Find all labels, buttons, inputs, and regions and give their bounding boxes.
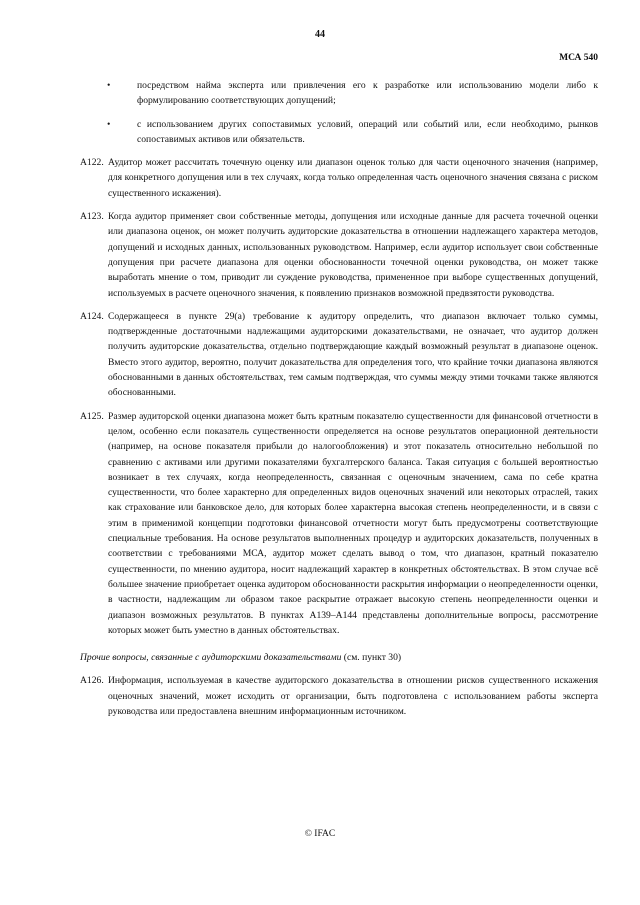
paragraph-number: A123. [80,211,104,223]
bullet-marker: • [107,80,111,91]
page-content [80,78,598,727]
paragraph-text: Когда аудитор применяет свои собственные методы, допущения или исходные данные для расчета точечной оценки или диапазона оценок, он может получить аудиторские доказательства в отношении надлежащего характера методов, допущений и исходных данных, использованных руководством. Например, если аудитор использует свои собственные допущения при расчете диапазона для оценки обоснованности точечной оценки руководства, он может также выработать мнение о том, приводит ли суждение руководства, примененное при выборе существенных допущений, используемых в расчете оценочного значения, к появлению признаков возможной предвзятости руководства. [108,211,598,299]
page-number: 44 [315,29,325,40]
subheading-title: Прочие вопросы, связанные с аудиторскими доказательствами [80,652,342,664]
paragraph-text: Содержащееся в пункте 29(а) требование к аудитору определить, что диапазон включает только суммы, подтвержденные достаточными надлежащими аудиторскими доказательствами, не означает, что аудитор должен получить аудиторские доказательства, отдельно подтверждающие каждый возможный результат в диапазоне оценок. Вместо этого аудитор, вероятно, получит доказательства для определения того, что крайние точки диапазона являются обоснованными в данных обстоятельствах, тем самым подтверждая, что суммы между этими точками также являются обоснованными. [108,310,598,399]
paragraph-text: Информация, используемая в качестве аудиторского доказательства в отношении рисков существенного искажения оценочных значений, может исходить от организации, быть подготовлена с использованием работы эксперта руководства или предоставлена внешним информационным источником. [108,675,598,717]
paragraph-text: Размер аудиторской оценки диапазона может быть кратным показателю существенности для финансовой отчетности в целом, особенно если показатель существенности определяется на основе результатов операционной деятельности (например, на основе показателя прибыли до налогообложения) и этот показатель относительно небольшой по сравнению с активами или другими показателями бухгалтерского баланса. Такая ситуация с большей вероятностью возникает в тех случаях, когда неопределенность, связанная с оценочным значением, сама по себе кратна существенности, что более характерно для определенных видов оценочных значений или некоторых отраслей, таких как страхование или банковское дело, для которых более характерна высокая степень неопределенности, и в связи с этим в применимой концепции подготовки финансовой отчетности могут быть предусмотрены соответствующие специальные требования. На основе результатов выполненных процедур и аудиторских доказательств, полученных в соответствии с требованиями МСА, аудитор может сделать вывод о том, что диапазон, кратный показателю существенности, по мнению аудитора, носит надлежащий характер в конкретных обстоятельствах. В этом случае всё большее значение приобретает оценка аудитором обоснованности раскрытия информации о неопределенности оценки, в частности, надлежащим ли образом такое раскрытие отражает высокую степень неопределенности оценки и диапазон возможных результатов. В пунктах A139–A144 представлены дополнительные вопросы, рассмотрение которых может быть уместно в данных обстоятельствах. [108,410,598,636]
standard-code: МСА 540 [559,53,598,63]
paragraph-number: A125. [80,410,104,422]
paragraph-number: A126. [80,675,104,687]
bullet-text: с использованием других сопоставимых условий, операций или событий или, если необходимо, рынков сопоставимых активов или обязательств. [137,118,598,145]
paragraph-number: A124. [80,310,104,322]
copyright-footer: © IFAC [304,829,336,839]
paragraph-a126 [80,673,598,719]
paragraph-a123 [80,209,598,301]
section-subheading [80,650,598,665]
paragraph-a122 [80,155,598,201]
bullet-item [80,78,598,109]
paragraph-text: Аудитор может рассчитать точечную оценку или диапазон оценок только для части оценочного значения (например, для конкретного допущения или в тех случаях, когда только определенная часть оценочного значения связана с риском существенного искажения). [108,157,598,199]
subheading-reference: (см. пункт 30) [341,652,402,664]
bullet-text: посредством найма эксперта или привлечения его к разработке или использованию модели либо к формулированию соответствующих допущений; [137,80,598,107]
paragraph-a125 [80,409,598,638]
bullet-marker: • [107,118,111,130]
paragraph-a124 [80,309,598,401]
bullet-item [80,117,598,148]
paragraph-number: A122. [80,157,104,169]
